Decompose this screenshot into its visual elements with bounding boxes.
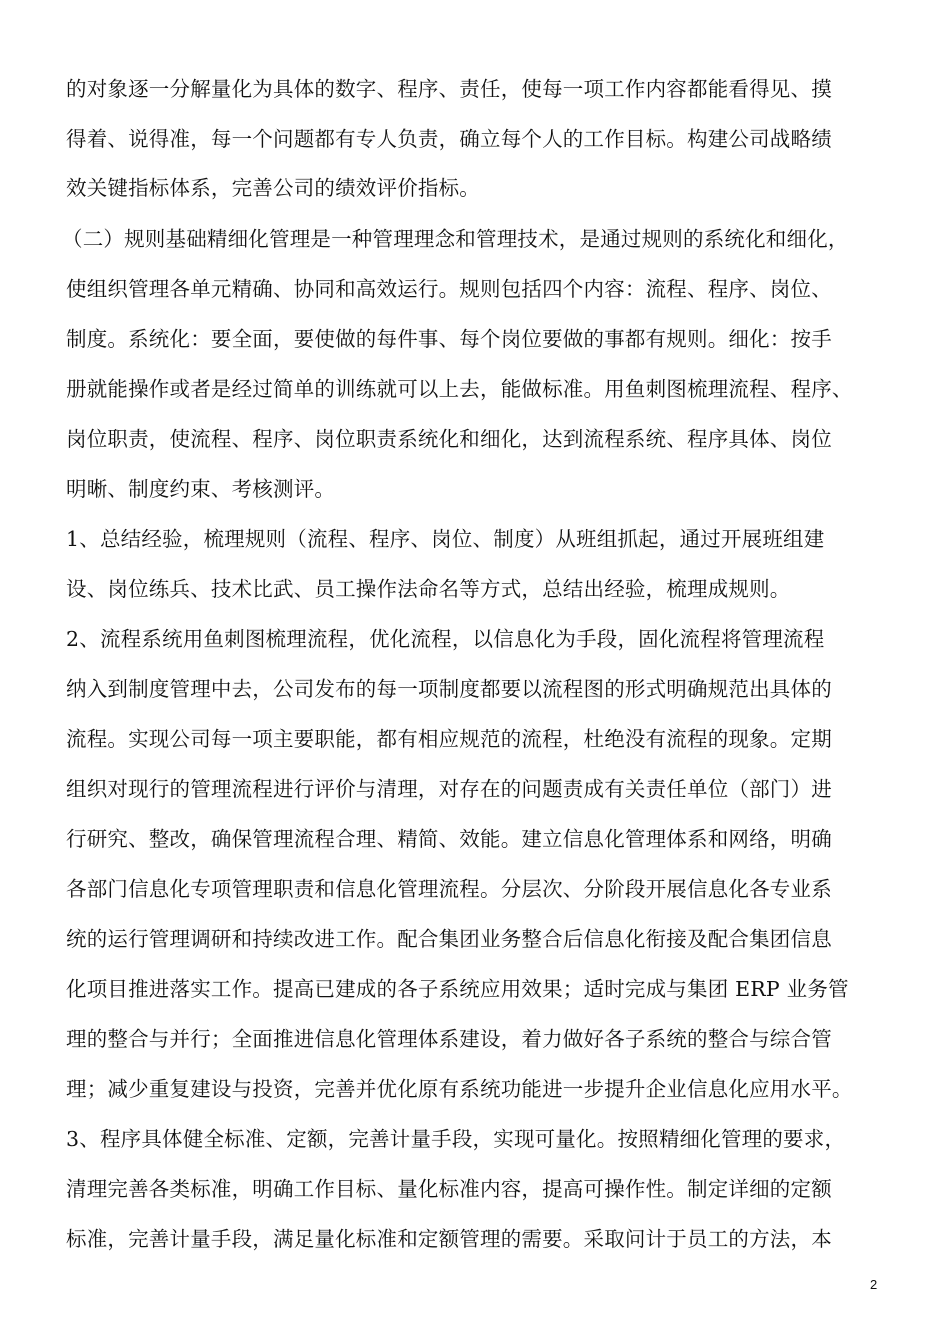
section-heading-line: （二）规则基础精细化管理是一种管理理念和管理技术，是通过规则的系统化和细化， [62,227,849,251]
body-text-line: 的对象逐一分解量化为具体的数字、程序、责任，使每一项工作内容都能看得见、摸 [66,77,832,101]
body-text-line: 理；减少重复建设与投资，完善并优化原有系统功能进一步提升企业信息化应用水平。 [66,1077,853,1101]
body-text-line: 明晰、制度约束、考核测评。 [66,477,336,501]
body-text-line: 使组织管理各单元精确、协同和高效运行。规则包括四个内容：流程、程序、岗位、 [66,277,832,301]
page-number: 2 [870,1277,878,1292]
body-text-line: 清理完善各类标准，明确工作目标、量化标准内容，提高可操作性。制定详细的定额 [66,1177,832,1201]
numbered-item-line: 3、程序具体健全标准、定额，完善计量手段，实现可量化。按照精细化管理的要求， [66,1127,846,1151]
body-text-line: 组织对现行的管理流程进行评价与清理，对存在的问题责成有关责任单位（部门）进 [66,777,832,801]
body-text-line: 效关键指标体系，完善公司的绩效评价指标。 [66,176,480,200]
body-text-line: 行研究、整改，确保管理流程合理、精简、效能。建立信息化管理体系和网络，明确 [66,827,832,851]
body-text-line: 流程。实现公司每一项主要职能，都有相应规范的流程，杜绝没有流程的现象。定期 [66,727,832,751]
body-text-line: 纳入到制度管理中去，公司发布的每一项制度都要以流程图的形式明确规范出具体的 [66,677,832,701]
body-text-line: 各部门信息化专项管理职责和信息化管理流程。分层次、分阶段开展信息化各专业系 [66,877,832,901]
body-text-line: 理的整合与并行；全面推进信息化管理体系建设，着力做好各子系统的整合与综合管 [66,1027,832,1051]
body-text-line: 得着、说得准，每一个问题都有专人负责，确立每个人的工作目标。构建公司战略绩 [66,127,832,151]
numbered-item-line: 1、总结经验，梳理规则（流程、程序、岗位、制度）从班组抓起，通过开展班组建 [66,527,825,551]
body-text-line: 岗位职责，使流程、程序、岗位职责系统化和细化，达到流程系统、程序具体、岗位 [66,427,832,451]
body-text-line: 制度。系统化：要全面，要使做的每件事、每个岗位要做的事都有规则。细化：按手 [66,327,832,351]
body-text-line: 化项目推进落实工作。提高已建成的各子系统应用效果；适时完成与集团 ERP 业务管 [66,977,849,1001]
body-text-line: 统的运行管理调研和持续改进工作。配合集团业务整合后信息化衔接及配合集团信息 [66,927,832,951]
body-text-line: 设、岗位练兵、技术比武、员工操作法命名等方式，总结出经验，梳理成规则。 [66,577,791,601]
body-text-line: 标准，完善计量手段，满足量化标准和定额管理的需要。采取问计于员工的方法，本 [66,1227,832,1251]
numbered-item-line: 2、流程系统用鱼刺图梳理流程，优化流程，以信息化为手段，固化流程将管理流程 [66,627,825,651]
body-text-line: 册就能操作或者是经过简单的训练就可以上去，能做标准。用鱼刺图梳理流程、程序、 [66,377,853,401]
